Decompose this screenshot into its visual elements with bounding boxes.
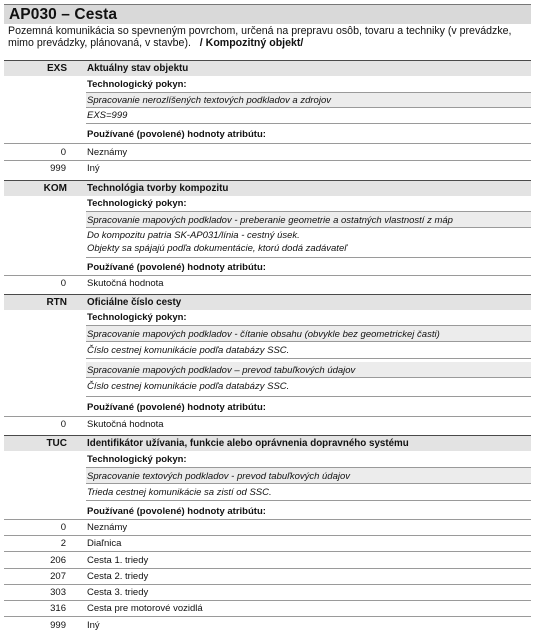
attribute-title: Oficiálne číslo cesty bbox=[87, 297, 182, 308]
page-title: AP030 – Cesta bbox=[9, 6, 118, 23]
allowed-values-label: Používané (povolené) hodnoty atribútu: bbox=[87, 506, 266, 517]
value-row bbox=[4, 418, 531, 431]
divider bbox=[86, 107, 531, 108]
section-header-kom bbox=[4, 180, 531, 196]
divider bbox=[86, 483, 531, 484]
value-code: 206 bbox=[50, 555, 66, 566]
divider bbox=[4, 600, 531, 601]
value-code: 0 bbox=[60, 147, 66, 158]
tech-instruction: Spracovanie nerozlíšených textových podkladov a zdrojov bbox=[87, 95, 331, 106]
section-header-rtn bbox=[4, 294, 531, 310]
value-code: 999 bbox=[50, 620, 66, 631]
value-label: Skutočná hodnota bbox=[87, 278, 164, 289]
attribute-code: EXS bbox=[46, 63, 67, 74]
divider bbox=[4, 584, 531, 585]
divider bbox=[4, 275, 531, 276]
allowed-values-label: Používané (povolené) hodnoty atribútu: bbox=[87, 262, 266, 273]
divider bbox=[4, 568, 531, 569]
object-description bbox=[8, 26, 528, 49]
divider bbox=[86, 358, 531, 359]
value-row bbox=[4, 586, 531, 599]
value-code: 316 bbox=[50, 603, 66, 614]
value-label: Neznámy bbox=[87, 147, 128, 158]
value-code: 303 bbox=[50, 587, 66, 598]
tech-label: Technologický pokyn: bbox=[87, 454, 187, 465]
attribute-title: Technológia tvorby kompozitu bbox=[87, 183, 229, 194]
tech-note: Číslo cestnej komunikácie podľa databázy SSC. bbox=[87, 381, 290, 392]
value-code: 207 bbox=[50, 571, 66, 582]
value-label: Neznámy bbox=[87, 522, 128, 533]
tech-label: Technologický pokyn: bbox=[87, 198, 187, 209]
divider bbox=[4, 519, 531, 520]
divider bbox=[86, 123, 531, 124]
tech-instruction: Spracovanie mapových podkladov - preberanie geometrie a ostatných vlastností z máp bbox=[87, 215, 453, 226]
value-row bbox=[4, 162, 531, 175]
value-row bbox=[4, 619, 531, 632]
value-row bbox=[4, 570, 531, 583]
value-label: Cesta 3. triedy bbox=[87, 587, 149, 598]
attribute-code: KOM bbox=[43, 183, 67, 194]
divider bbox=[86, 341, 531, 342]
value-label: Iný bbox=[87, 620, 100, 631]
tech-label: Technologický pokyn: bbox=[87, 312, 187, 323]
value-code: 0 bbox=[60, 522, 66, 533]
tech-instruction: Spracovanie mapových podkladov – prevod tabuľkových údajov bbox=[87, 365, 356, 376]
section-header-tuc bbox=[4, 435, 531, 451]
tech-label: Technologický pokyn: bbox=[87, 79, 187, 90]
value-row bbox=[4, 521, 531, 534]
divider bbox=[4, 416, 531, 417]
value-row bbox=[4, 146, 531, 159]
section-header-exs bbox=[4, 60, 531, 76]
divider bbox=[86, 227, 531, 228]
value-label: Skutočná hodnota bbox=[87, 419, 164, 430]
value-code: 2 bbox=[60, 538, 66, 549]
divider bbox=[86, 500, 531, 501]
value-code: 0 bbox=[60, 278, 66, 289]
divider bbox=[4, 535, 531, 536]
attribute-title: Identifikátor užívania, funkcie alebo oprávnenia dopravného systému bbox=[87, 438, 409, 449]
divider bbox=[4, 551, 531, 552]
divider bbox=[86, 257, 531, 258]
value-row bbox=[4, 537, 531, 550]
allowed-values-label: Používané (povolené) hodnoty atribútu: bbox=[87, 129, 266, 140]
value-label: Iný bbox=[87, 163, 100, 174]
value-code: 0 bbox=[60, 419, 66, 430]
value-row bbox=[4, 554, 531, 567]
attribute-code: TUC bbox=[46, 438, 67, 449]
divider bbox=[4, 160, 531, 161]
value-code: 999 bbox=[50, 163, 66, 174]
divider bbox=[86, 396, 531, 397]
value-label: Diaľnica bbox=[87, 538, 122, 549]
tech-note: Trieda cestnej komunikácie sa zistí od SSC. bbox=[87, 487, 272, 498]
attribute-code: RTN bbox=[46, 297, 67, 308]
allowed-values-label: Používané (povolené) hodnoty atribútu: bbox=[87, 402, 266, 413]
divider bbox=[86, 377, 531, 378]
description-tag: / Kompozitný objekt/ bbox=[199, 36, 304, 49]
value-row bbox=[4, 602, 531, 615]
divider bbox=[4, 143, 531, 144]
title-bar bbox=[4, 4, 531, 24]
description-text: Pozemná komunikácia so spevneným povrchom, určená na prepravu osôb, tovaru a techniky (v prevádzke, mimo prevádzky, plánovaná, v stavbe). bbox=[8, 25, 512, 49]
tech-note: Číslo cestnej komunikácie podľa databázy SSC. bbox=[87, 345, 290, 356]
tech-instruction: Spracovanie mapových podkladov - čítanie obsahu (obvykle bez geometrickej časti) bbox=[87, 329, 440, 340]
value-label: Cesta pre motorové vozidlá bbox=[87, 603, 203, 614]
value-label: Cesta 1. triedy bbox=[87, 555, 149, 566]
tech-note: EXS=999 bbox=[87, 110, 128, 121]
attribute-title: Aktuálny stav objektu bbox=[87, 63, 189, 74]
value-row bbox=[4, 277, 531, 290]
tech-note: Do kompozitu patria SK-AP031/línia - cestný úsek. bbox=[87, 230, 300, 241]
divider bbox=[4, 616, 531, 617]
tech-instruction: Spracovanie textových podkladov - prevod tabuľkových údajov bbox=[87, 471, 351, 482]
tech-note: Objekty sa spájajú podľa dokumentácie, ktorú dodá zadávateľ bbox=[87, 243, 347, 254]
value-label: Cesta 2. triedy bbox=[87, 571, 149, 582]
